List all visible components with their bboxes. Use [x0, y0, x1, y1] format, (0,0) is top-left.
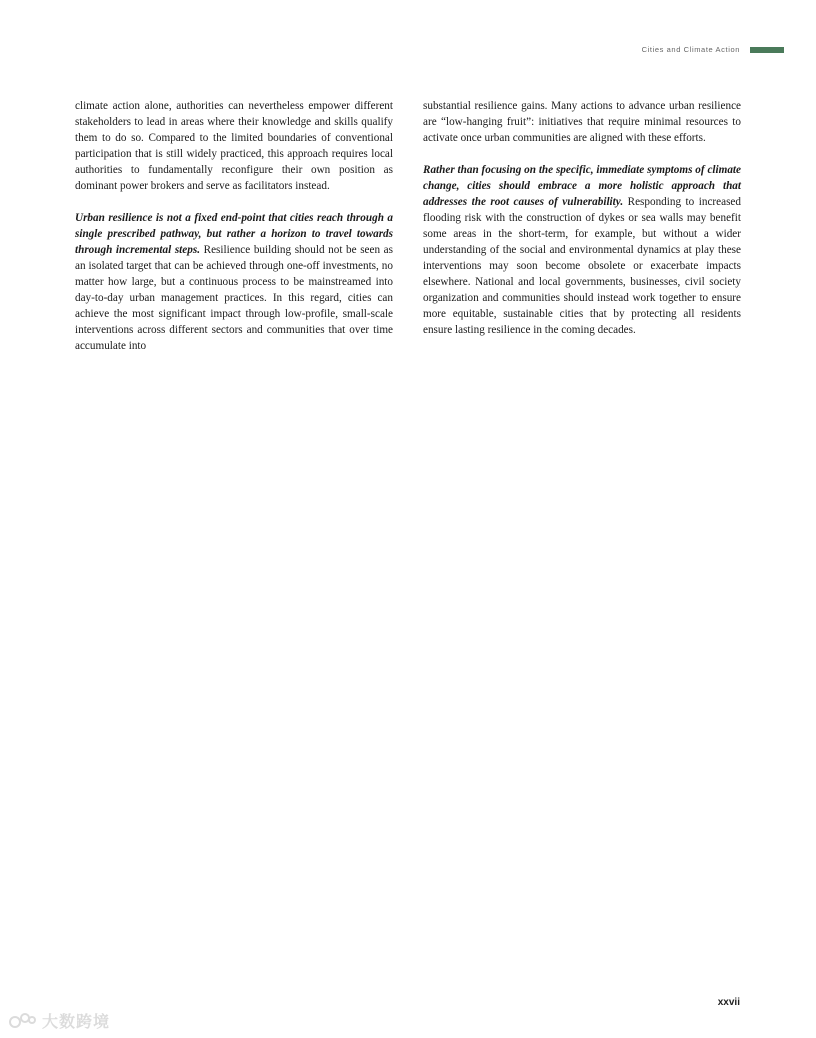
- left-paragraph-1: climate action alone, authorities can nevertheless empower different stakeholders to lead in areas where their knowledge and skills qualify them to do so. Compared to the limited boundaries of conventional participation that is still widely practiced, this approach requires local authorities to fundamentally reconfigure their own position as dominant power brokers and serve as facilitators instead.: [75, 100, 393, 192]
- left-paragraph-2-lead: Urban resilience is not a fixed end-point that cities reach through a single prescribed pathway, but rather a horizon to travel towards through incremental steps.: [75, 212, 393, 256]
- right-paragraph-1: substantial resilience gains. Many actions to advance urban resilience are “low-hanging fruit”: initiatives that require minimal resources to activate once urban communities are aligned with these efforts.: [423, 100, 741, 144]
- left-paragraph-2: [75, 210, 393, 354]
- right-paragraph-2-lead: Rather than focusing on the specific, immediate symptoms of climate change, cities should embrace a more holistic approach that addresses the root causes of vulnerability.: [423, 164, 741, 208]
- watermark-logo-icon: [8, 1011, 38, 1031]
- running-title: Cities and Climate Action: [641, 45, 740, 54]
- right-paragraph-2: [423, 162, 741, 338]
- left-column: [75, 98, 393, 370]
- running-header: [642, 45, 784, 54]
- right-column: [423, 98, 741, 354]
- header-accent-bar: [750, 47, 784, 53]
- left-paragraph-2-body: Resilience building should not be seen as an isolated target that can be achieved through one-off investments, no matter how large, but a continuous process to be mainstreamed into day-to-day urban management practices. In this regard, cities can achieve the most significant impact through low-profile, small-scale interventions across different sectors and communities that over time accumulate into: [75, 244, 394, 352]
- watermark: [8, 1009, 110, 1032]
- watermark-text: 大数跨境: [42, 1012, 111, 1031]
- page-number: xxvii: [717, 997, 740, 1008]
- right-paragraph-2-body: Responding to increased flooding risk with the construction of dykes or sea walls may benefit some areas in the short-term, for example, but without a wider understanding of the social and environmental dynamics at play these interventions may soon become obsolete or exacerbate impacts elsewhere. National and local governments, businesses, civil society organization and communities should instead work together to ensure more equitable, sustainable cities that by protecting all residents ensure lasting resilience in the coming decades.: [423, 196, 741, 336]
